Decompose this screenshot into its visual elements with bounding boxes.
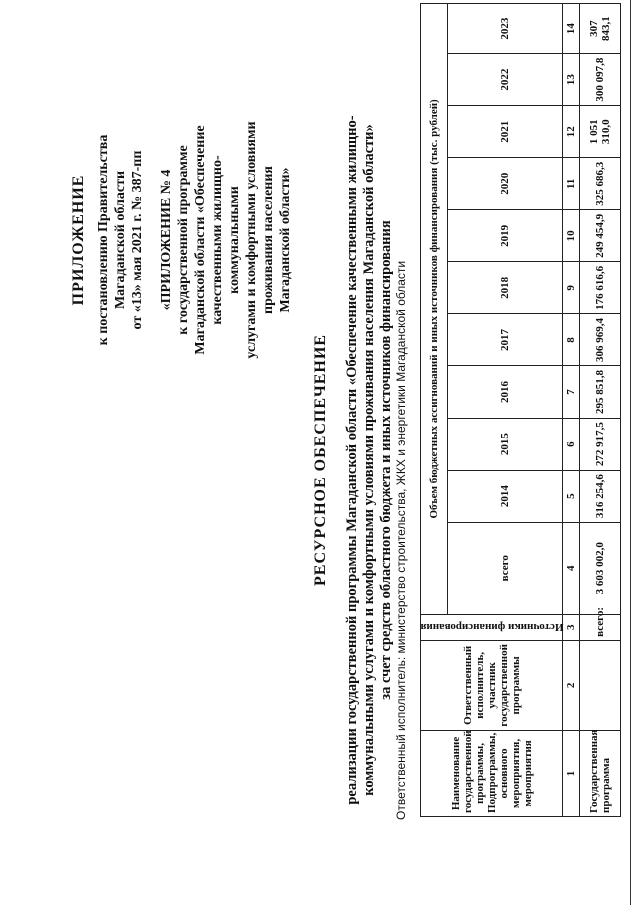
column-number: 14 <box>563 4 580 54</box>
header-year: 2018 <box>448 262 563 314</box>
row-year-value: 316 254,6 <box>580 470 621 522</box>
row-year-value: 272 917,5 <box>580 418 621 470</box>
column-number-row <box>563 4 580 817</box>
row-year-value: 295 851,8 <box>580 366 621 418</box>
spacer <box>146 105 158 375</box>
header-year: 2019 <box>448 210 563 262</box>
page-edge-rule <box>630 0 631 905</box>
appendix-subline: услугами и комфортными условиями <box>244 121 259 359</box>
column-number: 1 <box>563 730 580 816</box>
row-year-value: 1 051 310,0 <box>580 106 621 158</box>
column-number: 11 <box>563 158 580 210</box>
row-year-value: 300 097,8 <box>580 54 621 106</box>
column-number: 7 <box>563 366 580 418</box>
column-number: 13 <box>563 54 580 106</box>
row-year-value: 307 843,1 <box>580 4 621 54</box>
responsible-executor: Ответственный исполнитель: министерство строительства, ЖКХ и энергетики Магаданской области <box>394 260 408 820</box>
header-program-name: Наименование государственной программы, Подпрограммы, основного мероприятия, мероприятия <box>421 730 563 816</box>
heading-line: реализации государственной программы Магаданской области «Обеспечение качественными жилищно- <box>344 115 360 805</box>
header-year: 2016 <box>448 366 563 418</box>
table-row <box>580 4 621 817</box>
appendix-subtitle: «ПРИЛОЖЕНИЕ № 4 <box>159 169 174 311</box>
appendix-subline: Магаданской области» <box>278 167 293 313</box>
column-number: 4 <box>563 522 580 614</box>
row-year-value: 325 686,3 <box>580 158 621 210</box>
column-number: 2 <box>563 640 580 730</box>
row-total: 3 603 002,0 <box>580 522 621 614</box>
header-year: 2023 <box>448 4 563 54</box>
appendix-subline: Магаданской области «Обеспечение <box>193 125 208 355</box>
appendix-subline: к государственной программе <box>176 145 191 335</box>
heading-title: РЕСУРСНОЕ ОБЕСПЕЧЕНИЕ <box>312 334 329 586</box>
column-number: 10 <box>563 210 580 262</box>
appendix-line: от «13» мая 2021 г. № 387-пп <box>130 150 145 330</box>
heading-line: за счет средств областного бюджета и иных источников финансирования <box>378 220 394 700</box>
header-total: всего <box>448 522 563 614</box>
column-number: 6 <box>563 418 580 470</box>
document-heading <box>312 35 395 885</box>
appendix-line: Магаданской области <box>113 170 128 310</box>
row-program-name: Государственная программа <box>580 730 621 816</box>
row-source: всего: <box>580 614 621 640</box>
appendix-line: к постановлению Правительства <box>96 134 111 346</box>
row-executor <box>580 640 621 730</box>
column-number: 8 <box>563 314 580 366</box>
header-year: 2017 <box>448 314 563 366</box>
header-executor: Ответственный исполнитель, участник государственной программы <box>421 640 563 730</box>
header-year: 2014 <box>448 470 563 522</box>
table-header-row <box>421 4 448 817</box>
header-source <box>421 614 563 640</box>
header-volume: Объем бюджетных ассигнований и иных источников финансирования (тыс. рублей) <box>421 4 448 615</box>
appendix-subline: проживания населения <box>261 166 276 314</box>
column-number: 5 <box>563 470 580 522</box>
header-source-text: Источники финансирования <box>420 621 563 634</box>
column-number: 12 <box>563 106 580 158</box>
column-number: 3 <box>563 614 580 640</box>
header-year: 2022 <box>448 54 563 106</box>
header-year: 2021 <box>448 106 563 158</box>
row-year-value: 306 969,4 <box>580 314 621 366</box>
appendix-subline: качественными жилищно-коммунальными <box>210 155 242 325</box>
appendix-title: ПРИЛОЖЕНИЕ <box>70 174 87 306</box>
row-year-value: 249 454,9 <box>580 210 621 262</box>
appendix-block <box>70 105 294 375</box>
column-number: 9 <box>563 262 580 314</box>
row-year-value: 176 616,6 <box>580 262 621 314</box>
heading-line: коммунальными услугами и комфортными условиями проживания населения Магаданской области» <box>361 124 377 796</box>
header-year: 2015 <box>448 418 563 470</box>
resource-table <box>420 3 621 817</box>
header-year: 2020 <box>448 158 563 210</box>
